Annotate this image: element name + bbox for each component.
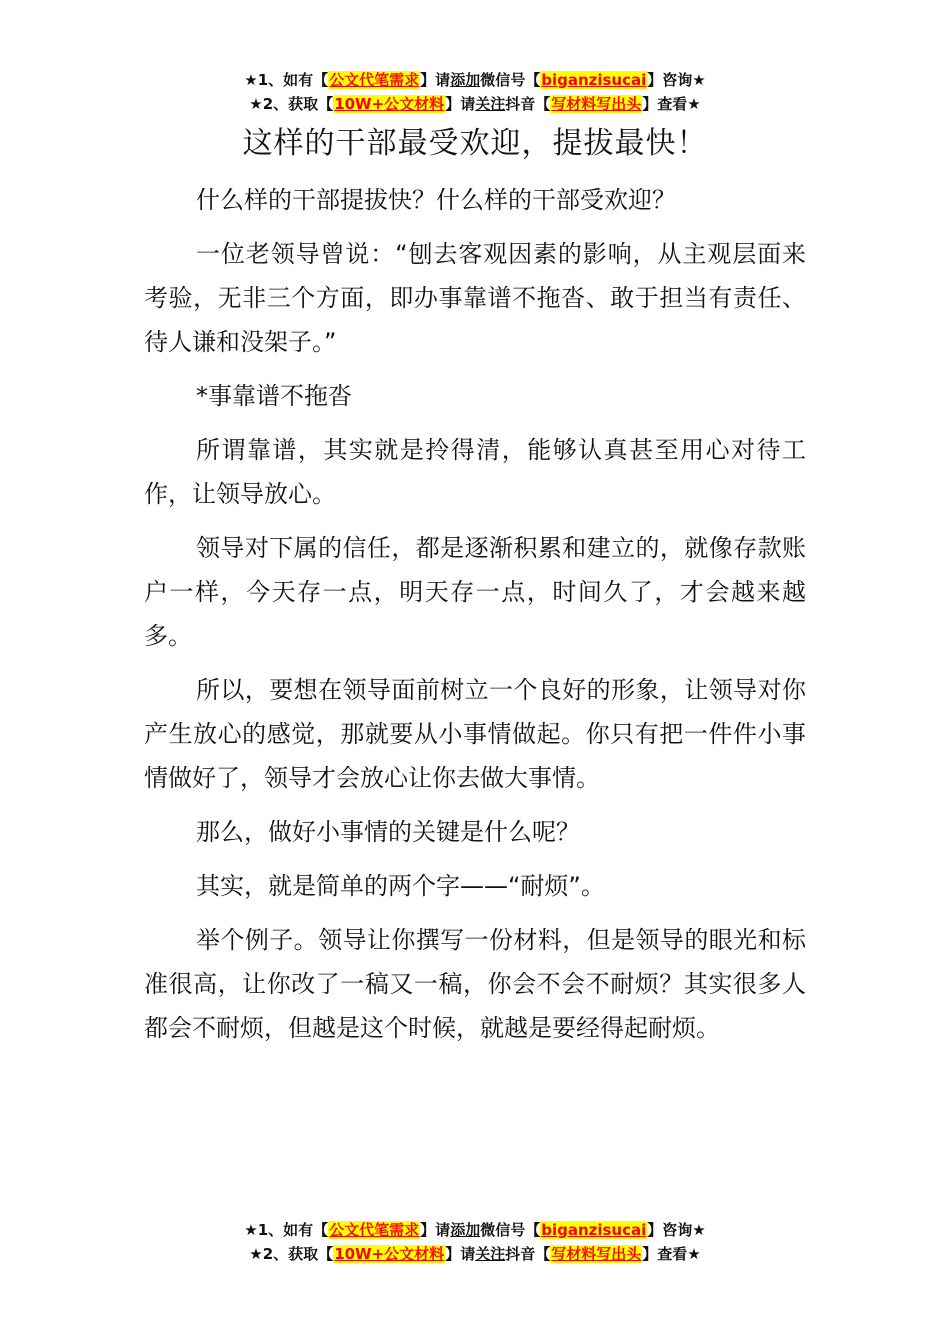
paragraph: 那么，做好小事情的关键是什么呢？ — [196, 818, 580, 846]
promo-line-1-prefix: ★1、如有【 — [244, 71, 329, 89]
promo-banner-bottom — [0, 1218, 950, 1266]
promo-emphasis-follow: 关注 — [475, 1245, 506, 1263]
promo-emphasis-add: 添加 — [450, 71, 481, 89]
promo-highlight-douyin: 写材料写出头 — [551, 1245, 642, 1263]
promo-line-2 — [0, 1242, 950, 1266]
promo-line-2 — [0, 92, 950, 116]
promo-line-1-suffix: 】咨询★ — [647, 1221, 706, 1239]
paragraph: 所谓靠谱，其实就是拎得清，能够认真甚至用心对待工作，让领导放心。 — [144, 436, 806, 508]
promo-line-1-mid2: 微信号【 — [480, 71, 541, 89]
promo-line-1 — [0, 1218, 950, 1242]
paragraph: 一位老领导曾说：“刨去客观因素的影响，从主观层面来考验，无非三个方面，即办事靠谱不拖沓、敢于担当有责任、待人谦和没架子。” — [144, 240, 806, 356]
promo-banner-top — [0, 68, 950, 116]
promo-line-1-mid2: 微信号【 — [480, 1221, 541, 1239]
promo-line-1-suffix: 】咨询★ — [647, 71, 706, 89]
promo-line-2-prefix: ★2、获取【 — [249, 95, 334, 113]
paragraph: 领导对下属的信任，都是逐渐积累和建立的，就像存款账户一样，今天存一点，明天存一点，时间久了，才会越来越多。 — [144, 534, 806, 650]
promo-line-2-mid2: 抖音【 — [505, 95, 551, 113]
promo-line-2-mid: 】请 — [445, 1245, 476, 1263]
paragraph: 什么样的干部提拔快？什么样的干部受欢迎？ — [196, 186, 676, 214]
promo-highlight-materials: 10W+公文材料 — [334, 95, 445, 113]
promo-line-1-mid: 】请 — [420, 71, 451, 89]
paragraph: 举个例子。领导让你撰写一份材料，但是领导的眼光和标准很高，让你改了一稿又一稿，你会不会不耐烦？其实很多人都会不耐烦，但越是这个时候，就越是要经得起耐烦。 — [144, 926, 806, 1042]
paragraph: 所以，要想在领导面前树立一个良好的形象，让领导对你产生放心的感觉，那就要从小事情做起。你只有把一件件小事情做好了，领导才会放心让你去做大事情。 — [144, 676, 806, 792]
promo-line-2-mid2: 抖音【 — [505, 1245, 551, 1263]
paragraph: 其实，就是简单的两个字——“耐烦”。 — [196, 872, 605, 900]
document-body — [144, 178, 806, 1060]
promo-highlight-service: 公文代笔需求 — [329, 71, 420, 89]
promo-line-2-suffix: 】查看★ — [642, 95, 701, 113]
promo-emphasis-follow: 关注 — [475, 95, 506, 113]
promo-line-2-prefix: ★2、获取【 — [249, 1245, 334, 1263]
promo-line-2-mid: 】请 — [445, 95, 476, 113]
promo-highlight-materials: 10W+公文材料 — [334, 1245, 445, 1263]
section-heading: *事靠谱不拖沓 — [196, 382, 352, 410]
promo-highlight-wechat-id: biganzisucai — [541, 71, 647, 89]
promo-line-1-mid: 】请 — [420, 1221, 451, 1239]
promo-line-2-suffix: 】查看★ — [642, 1245, 701, 1263]
promo-line-1-prefix: ★1、如有【 — [244, 1221, 329, 1239]
promo-highlight-wechat-id: biganzisucai — [541, 1221, 647, 1239]
promo-line-1 — [0, 68, 950, 92]
promo-emphasis-add: 添加 — [450, 1221, 481, 1239]
promo-highlight-douyin: 写材料写出头 — [551, 95, 642, 113]
promo-highlight-service: 公文代笔需求 — [329, 1221, 420, 1239]
document-title: 这样的干部最受欢迎，提拔最快！ — [242, 126, 708, 161]
